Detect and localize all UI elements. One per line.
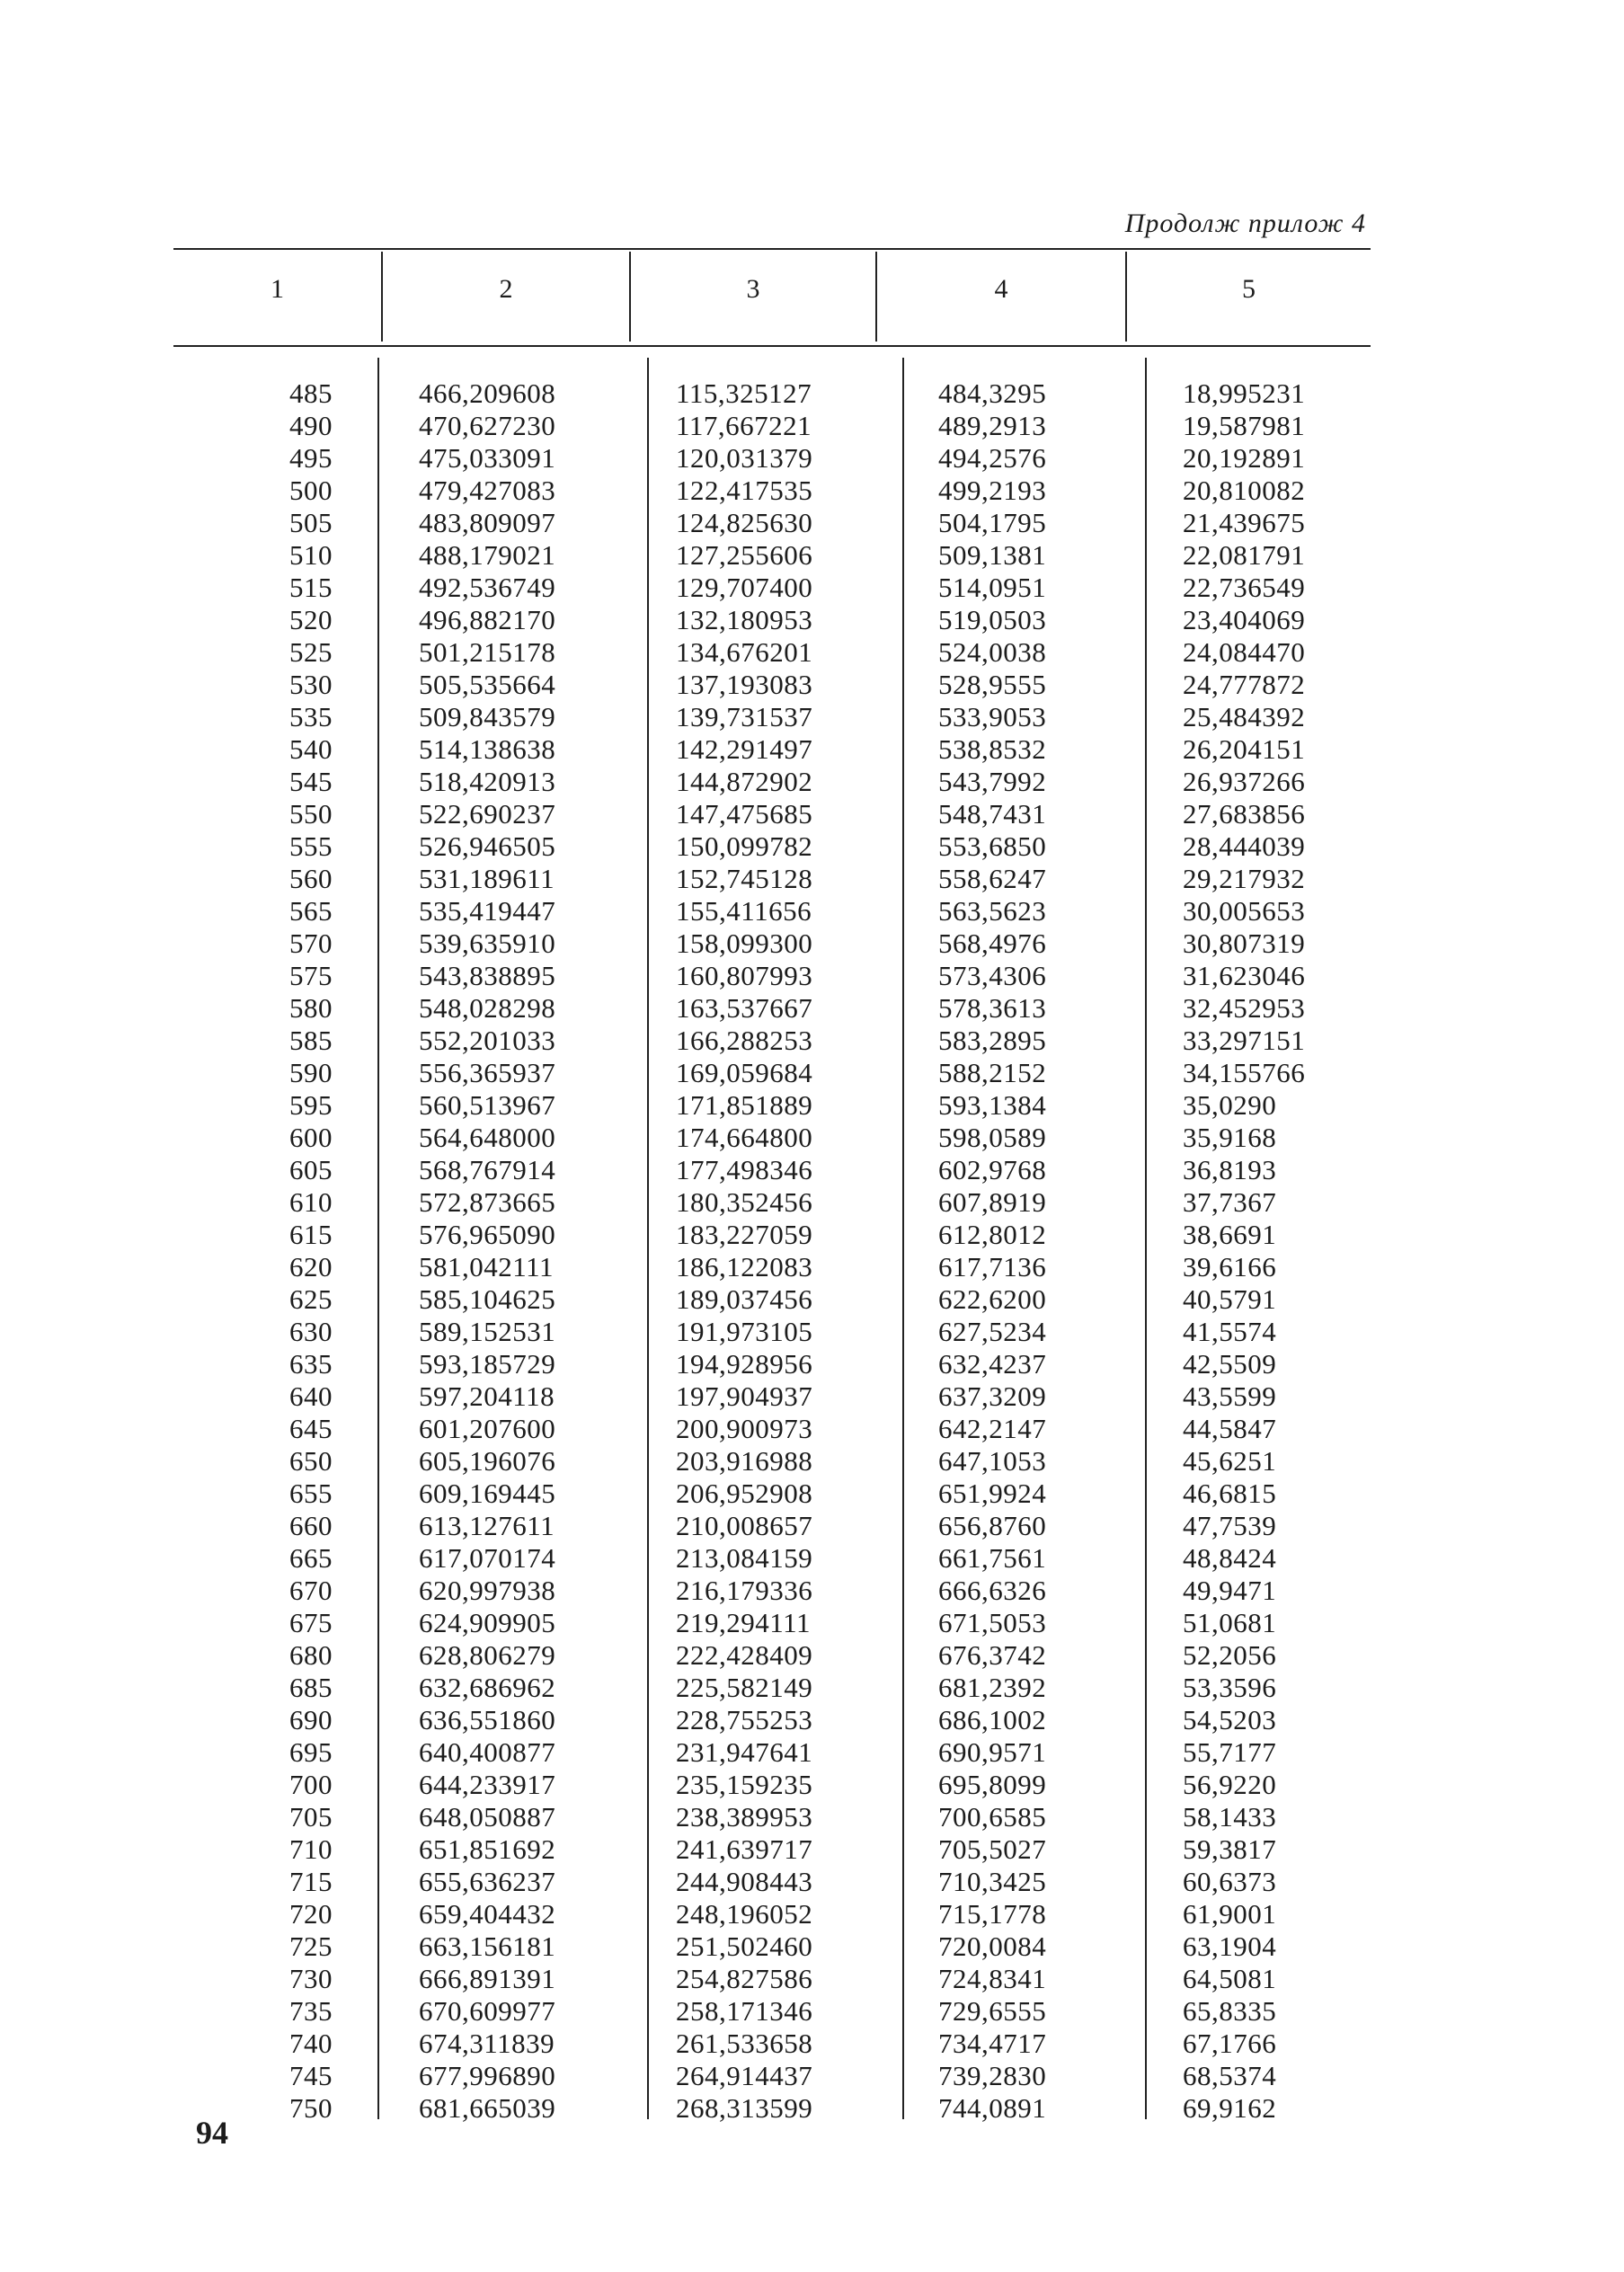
page-number: 94 bbox=[196, 2115, 228, 2151]
table-cell: 543,838895 bbox=[419, 960, 556, 991]
table-cell: 518,420913 bbox=[419, 766, 556, 797]
table-cell: 35,9168 bbox=[1183, 1122, 1277, 1153]
table-cell: 720 bbox=[289, 1898, 333, 1930]
table-cell: 475,033091 bbox=[419, 442, 556, 474]
table-cell: 44,5847 bbox=[1183, 1413, 1277, 1444]
table-cell: 593,1384 bbox=[938, 1089, 1047, 1121]
table-cell: 659,404432 bbox=[419, 1898, 556, 1930]
table-cell: 642,2147 bbox=[938, 1413, 1047, 1444]
table-cell: 40,5791 bbox=[1183, 1283, 1277, 1315]
table-cell: 627,5234 bbox=[938, 1316, 1047, 1347]
column-header-5: 5 bbox=[1242, 274, 1256, 304]
table-cell: 222,428409 bbox=[676, 1639, 813, 1671]
table-cell: 22,736549 bbox=[1183, 572, 1306, 603]
table-cell: 530 bbox=[289, 669, 333, 700]
table-cell: 466,209608 bbox=[419, 377, 556, 409]
table-cell: 180,352456 bbox=[676, 1186, 813, 1218]
table-cell: 578,3613 bbox=[938, 992, 1047, 1024]
table-cell: 690,9571 bbox=[938, 1736, 1047, 1768]
table-cell: 238,389953 bbox=[676, 1801, 813, 1833]
table-cell: 194,928956 bbox=[676, 1348, 813, 1380]
table-cell: 55,7177 bbox=[1183, 1736, 1277, 1768]
table-cell: 600 bbox=[289, 1122, 333, 1153]
table-cell: 744,0891 bbox=[938, 2092, 1047, 2124]
table-cell: 31,623046 bbox=[1183, 960, 1306, 991]
table-cell: 228,755253 bbox=[676, 1704, 813, 1735]
table-cell: 640,400877 bbox=[419, 1736, 556, 1768]
table-cell: 235,159235 bbox=[676, 1769, 813, 1800]
table-cell: 645 bbox=[289, 1413, 333, 1444]
table-cell: 139,731537 bbox=[676, 701, 813, 732]
table-cell: 43,5599 bbox=[1183, 1380, 1277, 1412]
table-cell: 470,627230 bbox=[419, 410, 556, 441]
table-cell: 739,2830 bbox=[938, 2060, 1047, 2091]
table-cell: 550 bbox=[289, 798, 333, 830]
table-cell: 715 bbox=[289, 1866, 333, 1897]
table-cell: 671,5053 bbox=[938, 1607, 1047, 1638]
table-cell: 666,891391 bbox=[419, 1963, 556, 1994]
table-cell: 67,1766 bbox=[1183, 2028, 1277, 2059]
table-cell: 538,8532 bbox=[938, 733, 1047, 765]
table-cell: 36,8193 bbox=[1183, 1154, 1277, 1185]
table-cell: 576,965090 bbox=[419, 1219, 556, 1250]
table-cell: 724,8341 bbox=[938, 1963, 1047, 1994]
table-cell: 620,997938 bbox=[419, 1575, 556, 1606]
table-cell: 61,9001 bbox=[1183, 1898, 1277, 1930]
table-cell: 548,028298 bbox=[419, 992, 556, 1024]
table-header-rule bbox=[173, 345, 1371, 347]
table-cell: 572,873665 bbox=[419, 1186, 556, 1218]
table-cell: 589,152531 bbox=[419, 1316, 556, 1347]
table-cell: 30,005653 bbox=[1183, 895, 1306, 927]
table-column-3 bbox=[676, 377, 877, 2125]
table-cell: 675 bbox=[289, 1607, 333, 1638]
table-cell: 251,502460 bbox=[676, 1930, 813, 1962]
column-divider bbox=[902, 358, 904, 2119]
table-cell: 58,1433 bbox=[1183, 1801, 1277, 1833]
table-cell: 648,050887 bbox=[419, 1801, 556, 1833]
table-cell: 37,7367 bbox=[1183, 1186, 1277, 1218]
table-cell: 60,6373 bbox=[1183, 1866, 1277, 1897]
table-cell: 650 bbox=[289, 1445, 333, 1477]
table-cell: 595 bbox=[289, 1089, 333, 1121]
table-cell: 622,6200 bbox=[938, 1283, 1047, 1315]
table-cell: 171,851889 bbox=[676, 1089, 813, 1121]
table-cell: 54,5203 bbox=[1183, 1704, 1277, 1735]
table-cell: 117,667221 bbox=[676, 410, 812, 441]
table-cell: 568,767914 bbox=[419, 1154, 556, 1185]
table-cell: 32,452953 bbox=[1183, 992, 1306, 1024]
table-cell: 155,411656 bbox=[676, 895, 812, 927]
table-cell: 505 bbox=[289, 507, 333, 538]
table-cell: 612,8012 bbox=[938, 1219, 1047, 1250]
table-cell: 494,2576 bbox=[938, 442, 1047, 474]
table-cell: 519,0503 bbox=[938, 604, 1047, 635]
table-cell: 520 bbox=[289, 604, 333, 635]
table-cell: 695,8099 bbox=[938, 1769, 1047, 1800]
table-cell: 573,4306 bbox=[938, 960, 1047, 991]
table-cell: 552,201033 bbox=[419, 1025, 556, 1056]
table-cell: 580 bbox=[289, 992, 333, 1024]
table-cell: 150,099782 bbox=[676, 830, 813, 862]
table-cell: 505,535664 bbox=[419, 669, 556, 700]
table-cell: 674,311839 bbox=[419, 2028, 555, 2059]
table-cell: 700,6585 bbox=[938, 1801, 1047, 1833]
table-cell: 655,636237 bbox=[419, 1866, 556, 1897]
table-cell: 216,179336 bbox=[676, 1575, 813, 1606]
table-cell: 144,872902 bbox=[676, 766, 813, 797]
table-cell: 219,294111 bbox=[676, 1607, 811, 1638]
table-cell: 710,3425 bbox=[938, 1866, 1047, 1897]
table-cell: 564,648000 bbox=[419, 1122, 556, 1153]
table-cell: 56,9220 bbox=[1183, 1769, 1277, 1800]
table-cell: 65,8335 bbox=[1183, 1995, 1277, 2027]
table-cell: 160,807993 bbox=[676, 960, 813, 991]
table-cell: 690 bbox=[289, 1704, 333, 1735]
table-cell: 661,7561 bbox=[938, 1542, 1047, 1574]
table-cell: 20,810082 bbox=[1183, 475, 1306, 506]
table-cell: 244,908443 bbox=[676, 1866, 813, 1897]
table-cell: 51,0681 bbox=[1183, 1607, 1277, 1638]
table-cell: 526,946505 bbox=[419, 830, 556, 862]
table-cell: 490 bbox=[289, 410, 333, 441]
table-cell: 685 bbox=[289, 1672, 333, 1703]
table-cell: 231,947641 bbox=[676, 1736, 813, 1768]
table-cell: 670 bbox=[289, 1575, 333, 1606]
table-cell: 553,6850 bbox=[938, 830, 1047, 862]
table-cell: 509,843579 bbox=[419, 701, 556, 732]
table-cell: 20,192891 bbox=[1183, 442, 1306, 474]
table-cell: 63,1904 bbox=[1183, 1930, 1277, 1962]
table-cell: 174,664800 bbox=[676, 1122, 813, 1153]
table-cell: 524,0038 bbox=[938, 636, 1047, 668]
table-cell: 725 bbox=[289, 1930, 333, 1962]
table-cell: 665 bbox=[289, 1542, 333, 1574]
table-cell: 177,498346 bbox=[676, 1154, 813, 1185]
table-cell: 68,5374 bbox=[1183, 2060, 1277, 2091]
table-cell: 158,099300 bbox=[676, 927, 813, 959]
table-cell: 548,7431 bbox=[938, 798, 1047, 830]
table-cell: 528,9555 bbox=[938, 669, 1047, 700]
table-cell: 52,2056 bbox=[1183, 1639, 1277, 1671]
column-divider bbox=[1145, 358, 1147, 2119]
table-cell: 651,9924 bbox=[938, 1478, 1047, 1509]
table-cell: 485 bbox=[289, 377, 333, 409]
table-cell: 540 bbox=[289, 733, 333, 765]
table-cell: 610 bbox=[289, 1186, 333, 1218]
table-cell: 565 bbox=[289, 895, 333, 927]
table-cell: 142,291497 bbox=[676, 733, 813, 765]
table-cell: 734,4717 bbox=[938, 2028, 1047, 2059]
table-cell: 601,207600 bbox=[419, 1413, 556, 1444]
table-cell: 264,914437 bbox=[676, 2060, 813, 2091]
table-cell: 635 bbox=[289, 1348, 333, 1380]
table-cell: 555 bbox=[289, 830, 333, 862]
table-cell: 560,513967 bbox=[419, 1089, 556, 1121]
column-divider bbox=[377, 358, 379, 2119]
table-cell: 120,031379 bbox=[676, 442, 813, 474]
table-cell: 583,2895 bbox=[938, 1025, 1047, 1056]
table-cell: 581,042111 bbox=[419, 1251, 554, 1282]
table-cell: 677,996890 bbox=[419, 2060, 556, 2091]
table-cell: 681,665039 bbox=[419, 2092, 556, 2124]
table-cell: 254,827586 bbox=[676, 1963, 813, 1994]
column-header-1: 1 bbox=[271, 274, 284, 304]
table-cell: 740 bbox=[289, 2028, 333, 2059]
table-cell: 38,6691 bbox=[1183, 1219, 1277, 1250]
table-cell: 660 bbox=[289, 1510, 333, 1541]
table-cell: 64,5081 bbox=[1183, 1963, 1277, 1994]
table-cell: 132,180953 bbox=[676, 604, 813, 635]
table-cell: 33,297151 bbox=[1183, 1025, 1306, 1056]
table-cell: 41,5574 bbox=[1183, 1316, 1277, 1347]
table-cell: 666,6326 bbox=[938, 1575, 1047, 1606]
table-cell: 628,806279 bbox=[419, 1639, 556, 1671]
table-column-2 bbox=[419, 377, 620, 2125]
table-cell: 715,1778 bbox=[938, 1898, 1047, 1930]
table-cell: 575 bbox=[289, 960, 333, 991]
table-cell: 609,169445 bbox=[419, 1478, 556, 1509]
table-cell: 509,1381 bbox=[938, 539, 1047, 571]
table-cell: 695 bbox=[289, 1736, 333, 1768]
table-cell: 680 bbox=[289, 1639, 333, 1671]
table-cell: 617,070174 bbox=[419, 1542, 556, 1574]
table-cell: 23,404069 bbox=[1183, 604, 1306, 635]
table-cell: 127,255606 bbox=[676, 539, 813, 571]
table-cell: 705 bbox=[289, 1801, 333, 1833]
table-cell: 539,635910 bbox=[419, 927, 556, 959]
table-cell: 745 bbox=[289, 2060, 333, 2091]
table-cell: 602,9768 bbox=[938, 1154, 1047, 1185]
table-cell: 496,882170 bbox=[419, 604, 556, 635]
table-cell: 134,676201 bbox=[676, 636, 813, 668]
table-cell: 570 bbox=[289, 927, 333, 959]
table-cell: 163,537667 bbox=[676, 992, 813, 1024]
table-cell: 49,9471 bbox=[1183, 1575, 1277, 1606]
table-cell: 206,952908 bbox=[676, 1478, 813, 1509]
table-cell: 241,639717 bbox=[676, 1833, 813, 1865]
table-cell: 700 bbox=[289, 1769, 333, 1800]
table-cell: 189,037456 bbox=[676, 1283, 813, 1315]
table-column-5 bbox=[1183, 377, 1362, 2125]
table-cell: 166,288253 bbox=[676, 1025, 813, 1056]
table-cell: 593,185729 bbox=[419, 1348, 556, 1380]
table-cell: 504,1795 bbox=[938, 507, 1047, 538]
table-cell: 558,6247 bbox=[938, 863, 1047, 894]
table-cell: 617,7136 bbox=[938, 1251, 1047, 1282]
table-cell: 729,6555 bbox=[938, 1995, 1047, 2027]
table-cell: 630 bbox=[289, 1316, 333, 1347]
table-cell: 644,233917 bbox=[419, 1769, 556, 1800]
table-cell: 22,081791 bbox=[1183, 539, 1306, 571]
column-header-3: 3 bbox=[746, 274, 760, 304]
table-cell: 27,683856 bbox=[1183, 798, 1306, 830]
table-top-rule bbox=[173, 248, 1371, 250]
table-cell: 53,3596 bbox=[1183, 1672, 1277, 1703]
table-cell: 183,227059 bbox=[676, 1219, 813, 1250]
table-cell: 492,536749 bbox=[419, 572, 556, 603]
table-cell: 248,196052 bbox=[676, 1898, 813, 1930]
table-cell: 705,5027 bbox=[938, 1833, 1047, 1865]
table-cell: 637,3209 bbox=[938, 1380, 1047, 1412]
table-cell: 488,179021 bbox=[419, 539, 556, 571]
table-cell: 69,9162 bbox=[1183, 2092, 1277, 2124]
table-cell: 514,138638 bbox=[419, 733, 556, 765]
table-cell: 499,2193 bbox=[938, 475, 1047, 506]
table-cell: 543,7992 bbox=[938, 766, 1047, 797]
table-cell: 213,084159 bbox=[676, 1542, 813, 1574]
table-cell: 632,4237 bbox=[938, 1348, 1047, 1380]
table-cell: 225,582149 bbox=[676, 1672, 813, 1703]
table-cell: 24,777872 bbox=[1183, 669, 1306, 700]
table-cell: 258,171346 bbox=[676, 1995, 813, 2027]
table-cell: 42,5509 bbox=[1183, 1348, 1277, 1380]
table-cell: 21,439675 bbox=[1183, 507, 1306, 538]
table-cell: 191,973105 bbox=[676, 1316, 813, 1347]
table-cell: 545 bbox=[289, 766, 333, 797]
table-cell: 615 bbox=[289, 1219, 333, 1250]
table-cell: 568,4976 bbox=[938, 927, 1047, 959]
table-cell: 484,3295 bbox=[938, 377, 1047, 409]
table-cell: 483,809097 bbox=[419, 507, 556, 538]
table-cell: 19,587981 bbox=[1183, 410, 1306, 441]
table-cell: 203,916988 bbox=[676, 1445, 813, 1477]
table-cell: 59,3817 bbox=[1183, 1833, 1277, 1865]
table-cell: 197,904937 bbox=[676, 1380, 813, 1412]
table-cell: 39,6166 bbox=[1183, 1251, 1277, 1282]
table-cell: 624,909905 bbox=[419, 1607, 556, 1638]
table-cell: 129,707400 bbox=[676, 572, 813, 603]
table-column-4 bbox=[938, 377, 1118, 2125]
table-cell: 613,127611 bbox=[419, 1510, 555, 1541]
column-header-2: 2 bbox=[499, 274, 513, 304]
table-cell: 676,3742 bbox=[938, 1639, 1047, 1671]
table-cell: 25,484392 bbox=[1183, 701, 1306, 732]
table-cell: 651,851692 bbox=[419, 1833, 556, 1865]
table-cell: 636,551860 bbox=[419, 1704, 556, 1735]
table-cell: 45,6251 bbox=[1183, 1445, 1277, 1477]
table-cell: 28,444039 bbox=[1183, 830, 1306, 862]
table-cell: 147,475685 bbox=[676, 798, 813, 830]
table-cell: 588,2152 bbox=[938, 1057, 1047, 1088]
table-cell: 681,2392 bbox=[938, 1672, 1047, 1703]
table-cell: 500 bbox=[289, 475, 333, 506]
table-cell: 210,008657 bbox=[676, 1510, 813, 1541]
table-cell: 647,1053 bbox=[938, 1445, 1047, 1477]
table-cell: 26,937266 bbox=[1183, 766, 1306, 797]
table-cell: 29,217932 bbox=[1183, 863, 1306, 894]
table-cell: 560 bbox=[289, 863, 333, 894]
table-cell: 479,427083 bbox=[419, 475, 556, 506]
table-cell: 46,6815 bbox=[1183, 1478, 1277, 1509]
table-cell: 525 bbox=[289, 636, 333, 668]
table-cell: 590 bbox=[289, 1057, 333, 1088]
table-cell: 35,0290 bbox=[1183, 1089, 1277, 1121]
table-cell: 607,8919 bbox=[938, 1186, 1047, 1218]
column-header-4: 4 bbox=[994, 274, 1008, 304]
table-cell: 605 bbox=[289, 1154, 333, 1185]
table-cell: 663,156181 bbox=[419, 1930, 556, 1962]
table-cell: 501,215178 bbox=[419, 636, 556, 668]
table-cell: 686,1002 bbox=[938, 1704, 1047, 1735]
table-cell: 585 bbox=[289, 1025, 333, 1056]
table-cell: 515 bbox=[289, 572, 333, 603]
table-cell: 268,313599 bbox=[676, 2092, 813, 2124]
table-cell: 533,9053 bbox=[938, 701, 1047, 732]
table-caption: Продолж прилож 4 bbox=[1124, 209, 1366, 238]
table-cell: 750 bbox=[289, 2092, 333, 2124]
table-cell: 514,0951 bbox=[938, 572, 1047, 603]
table-cell: 34,155766 bbox=[1183, 1057, 1306, 1088]
table-cell: 495 bbox=[289, 442, 333, 474]
table-cell: 47,7539 bbox=[1183, 1510, 1277, 1541]
table-cell: 124,825630 bbox=[676, 507, 813, 538]
table-cell: 122,417535 bbox=[676, 475, 813, 506]
table-cell: 261,533658 bbox=[676, 2028, 813, 2059]
table-cell: 535,419447 bbox=[419, 895, 556, 927]
table-cell: 640 bbox=[289, 1380, 333, 1412]
table-cell: 531,189611 bbox=[419, 863, 555, 894]
table-cell: 48,8424 bbox=[1183, 1542, 1277, 1574]
table-cell: 598,0589 bbox=[938, 1122, 1047, 1153]
table-cell: 735 bbox=[289, 1995, 333, 2027]
table-cell: 18,995231 bbox=[1183, 377, 1306, 409]
table-cell: 670,609977 bbox=[419, 1995, 556, 2027]
table-cell: 200,900973 bbox=[676, 1413, 813, 1444]
table-cell: 620 bbox=[289, 1251, 333, 1282]
table-cell: 710 bbox=[289, 1833, 333, 1865]
table-cell: 730 bbox=[289, 1963, 333, 1994]
table-cell: 30,807319 bbox=[1183, 927, 1306, 959]
table-cell: 563,5623 bbox=[938, 895, 1047, 927]
table-cell: 720,0084 bbox=[938, 1930, 1047, 1962]
table-cell: 656,8760 bbox=[938, 1510, 1047, 1541]
table-cell: 655 bbox=[289, 1478, 333, 1509]
table-cell: 489,2913 bbox=[938, 410, 1047, 441]
table-cell: 137,193083 bbox=[676, 669, 813, 700]
column-divider bbox=[647, 358, 649, 2119]
table-cell: 625 bbox=[289, 1283, 333, 1315]
table-cell: 26,204151 bbox=[1183, 733, 1306, 765]
table-cell: 597,204118 bbox=[419, 1380, 555, 1412]
table-cell: 535 bbox=[289, 701, 333, 732]
table-cell: 115,325127 bbox=[676, 377, 812, 409]
table-cell: 186,122083 bbox=[676, 1251, 813, 1282]
table-column-1 bbox=[216, 377, 333, 2125]
table-cell: 605,196076 bbox=[419, 1445, 556, 1477]
table-cell: 169,059684 bbox=[676, 1057, 813, 1088]
table-cell: 152,745128 bbox=[676, 863, 813, 894]
table-cell: 585,104625 bbox=[419, 1283, 556, 1315]
table-cell: 24,084470 bbox=[1183, 636, 1306, 668]
table-cell: 522,690237 bbox=[419, 798, 556, 830]
table-cell: 632,686962 bbox=[419, 1672, 556, 1703]
table-cell: 556,365937 bbox=[419, 1057, 556, 1088]
table-cell: 510 bbox=[289, 539, 333, 571]
